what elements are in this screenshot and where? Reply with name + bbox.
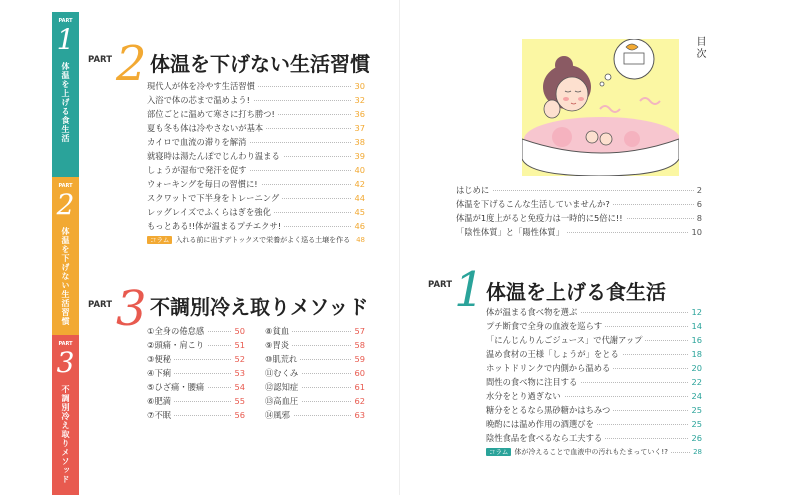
toc-item[interactable]: 糖分をとるなら黒砂糖かはちみつ 25 xyxy=(486,405,702,415)
toc-item[interactable]: 現代人が体を冷やす生活習慣 30 xyxy=(147,81,365,91)
toc-item[interactable]: ③便秘 52 xyxy=(147,354,245,364)
side-tab-part3[interactable] xyxy=(52,335,79,495)
toc-item[interactable]: 陰性食品を食べるなら工夫する 26 xyxy=(486,433,702,443)
part3-label: PART xyxy=(88,300,112,310)
toc-item[interactable]: ⑩肌荒れ 59 xyxy=(265,354,365,364)
toc-item[interactable]: プチ断食で全身の血液を巡らす 14 xyxy=(486,321,702,331)
toc-column-item[interactable]: コラム 入れる前に出すデトックスで栄養がよく巡る土壌を作る 48 xyxy=(147,233,365,247)
toc-item[interactable]: ⑨胃炎 58 xyxy=(265,340,365,350)
part3-toc-right xyxy=(265,324,365,422)
toc-item[interactable]: ⑭風邪 63 xyxy=(265,410,365,420)
toc-item[interactable]: 水分をとり過ぎない 24 xyxy=(486,391,702,401)
column-badge: コラム xyxy=(147,236,172,244)
toc-item[interactable]: ②頭痛・肩こり 51 xyxy=(147,340,245,350)
part2-toc xyxy=(147,79,365,247)
book-gutter xyxy=(399,0,400,495)
toc-item[interactable]: 就寝時は湯たんぽでじんわり温まる 39 xyxy=(147,151,365,161)
toc-item[interactable]: ⑧貧血 57 xyxy=(265,326,365,336)
toc-item[interactable]: 入浴で体の芯まで温めよう! 32 xyxy=(147,95,365,105)
bath-illustration-icon xyxy=(522,39,679,176)
toc-item[interactable]: ⑫認知症 61 xyxy=(265,382,365,392)
part2-title: 体温を下げない生活習慣 xyxy=(150,52,370,76)
toc-item[interactable]: 間性の食べ物に注目する 22 xyxy=(486,377,702,387)
side-tab-number: 3 xyxy=(56,346,75,379)
toc-item[interactable]: 「にんじんりんごジュース」で代謝アップ 16 xyxy=(486,335,702,345)
side-tab-number: 1 xyxy=(56,23,75,56)
toc-column-item[interactable]: コラム 体が冷えることで血液中の汚れもたまっていく!? 28 xyxy=(486,445,702,459)
side-tab-part2[interactable] xyxy=(52,177,79,335)
toc-item[interactable]: 体温が1度上がると免疫力は一時的に5倍に!! 8 xyxy=(456,213,702,223)
toc-item[interactable]: 晩酌には温め作用の酒選びを 25 xyxy=(486,419,702,429)
part3-title: 不調別冷え取りメソッド xyxy=(150,295,369,319)
toc-item[interactable]: ⑪むくみ 60 xyxy=(265,368,365,378)
part2-label: PART xyxy=(88,55,112,65)
toc-item[interactable]: ①全身の倦怠感 50 xyxy=(147,326,245,336)
side-tab-part1[interactable] xyxy=(52,12,79,177)
part3-toc-left xyxy=(147,324,245,422)
side-tab-part-label: PART xyxy=(58,341,73,347)
side-tab-title: 体温を下げない生活習慣 xyxy=(61,227,70,326)
toc-item[interactable]: しょうが湿布で発汗を促す 40 xyxy=(147,165,365,175)
toc-item[interactable]: ウォーキングを毎日の習慣に! 42 xyxy=(147,179,365,189)
mokuji-label: 目次 xyxy=(694,36,705,60)
part2-number: 2 xyxy=(116,36,147,92)
toc-item[interactable]: ⑥肥満 55 xyxy=(147,396,245,406)
toc-item[interactable]: 体温を下げるこんな生活していませんか? 6 xyxy=(456,199,702,209)
part1-toc xyxy=(486,305,702,459)
toc-item[interactable]: 温め食材の王様「しょうが」をとる 18 xyxy=(486,349,702,359)
part3-number: 3 xyxy=(116,281,147,337)
part1-number: 1 xyxy=(454,262,485,318)
side-tab-number: 2 xyxy=(56,188,75,221)
side-tab-part-label: PART xyxy=(58,183,73,189)
toc-item[interactable]: レッグレイズでふくらはぎを強化 45 xyxy=(147,207,365,217)
side-tab-title: 体温を上げる食生活 xyxy=(61,62,70,143)
toc-item[interactable]: ホットドリンクで内側から温める 20 xyxy=(486,363,702,373)
toc-item[interactable]: スクワットで下半身をトレーニング 44 xyxy=(147,193,365,203)
part1-label: PART xyxy=(428,280,452,290)
toc-item[interactable]: カイロで血流の滞りを解消 38 xyxy=(147,137,365,147)
woman-bathing-illustration xyxy=(522,39,679,176)
toc-item[interactable]: ⑬高血圧 62 xyxy=(265,396,365,406)
toc-item[interactable]: ⑦不眠 56 xyxy=(147,410,245,420)
side-tab-title: 不調別冷え取りメソッド xyxy=(61,385,70,484)
toc-item[interactable]: ⑤ひざ痛・腰痛 54 xyxy=(147,382,245,392)
toc-item[interactable]: もっとある!!体が温まるプチエクサ! 46 xyxy=(147,221,365,231)
intro-toc xyxy=(456,183,702,239)
toc-item[interactable]: 部位ごとに温めて寒さに打ち勝つ! 36 xyxy=(147,109,365,119)
toc-item[interactable]: ④下痢 53 xyxy=(147,368,245,378)
side-tab-part-label: PART xyxy=(58,18,73,24)
column-badge: コラム xyxy=(486,448,511,456)
toc-item[interactable]: 「陰性体質」と「陽性体質」 10 xyxy=(456,227,702,237)
toc-item[interactable]: はじめに 2 xyxy=(456,185,702,195)
part1-title: 体温を上げる食生活 xyxy=(486,280,666,304)
toc-item[interactable]: 夏も冬も体は冷やさないが基本 37 xyxy=(147,123,365,133)
toc-item[interactable]: 体が温まる食べ物を選ぶ 12 xyxy=(486,307,702,317)
